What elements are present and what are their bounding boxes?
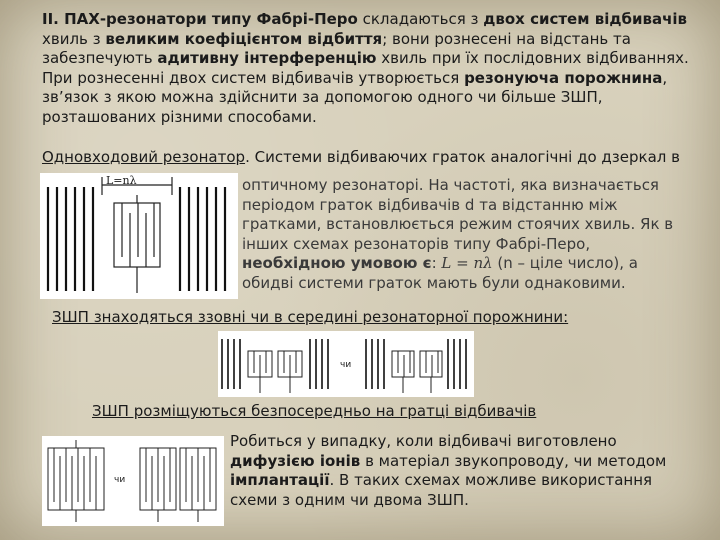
- text-fragment: складаються з: [357, 10, 484, 28]
- term-fabry-perot: ПАХ-резонатори типу Фабрі-Перо: [64, 10, 358, 28]
- text-fragment: хвиль з: [42, 29, 106, 48]
- formula-label: L=nλ: [106, 174, 137, 187]
- term-ion-diffusion: дифузією іонів: [230, 451, 361, 470]
- term-two-reflector-systems: двох систем відбивачів: [483, 10, 687, 28]
- text-fragment: :: [431, 254, 442, 272]
- text-fragment: . В таких схемах можливе використання схеми з одним чи двома ЗШП.: [230, 471, 653, 509]
- diffusion-paragraph: [230, 432, 688, 510]
- term-implantation: імплантації: [230, 471, 330, 489]
- text-fragment: в матеріал звукопроводу, чи методом: [360, 451, 667, 470]
- intro-paragraph: [42, 10, 692, 127]
- text-fragment: Робиться у випадку, коли відбивачі виготовлено: [230, 432, 617, 450]
- text-fragment: ; вони рознесені на відстань та забезпечують: [42, 29, 631, 67]
- idt-diagram: [218, 331, 474, 397]
- resonance-condition-paragraph: [242, 176, 682, 293]
- term-additive-interference: адитивну інтерференцію: [157, 49, 377, 67]
- text-fragment: , зв’язок з якою можна здійснити за допомогою одного чи більше ЗШП, розташованих різними способами.: [42, 68, 668, 126]
- text-fragment: (n – ціле число), а обидві системи граток мають були однаковими.: [242, 254, 638, 292]
- figure-idt-inside-outside: [218, 331, 474, 397]
- term-necessary-condition: необхідною умовою є: [242, 254, 432, 272]
- single-port-heading: [42, 148, 692, 168]
- idt-position-heading: ЗШП знаходяться ззовні чи в середині резонаторної порожнини:: [52, 308, 569, 326]
- single-port-title: Одновходовий резонатор: [42, 148, 246, 166]
- idt-on-grating-heading: ЗШП розміщуються безпосередньо на гратці відбивачів: [92, 402, 537, 420]
- figure-idt-on-grating: [42, 436, 224, 526]
- resonance-formula: L = nλ: [441, 254, 493, 272]
- text-fragment: . Системи відбиваючих граток аналогічні до дзеркал в: [245, 148, 680, 166]
- term-high-reflection: великим коефіцієнтом відбиття: [105, 29, 383, 48]
- grating-idt-diagram: [42, 436, 224, 526]
- grating-diagram: [40, 173, 238, 299]
- or-label: чи: [114, 475, 126, 485]
- text-fragment: оптичному резонаторі. На частоті, яка визначається періодом граток відбивачів d та відстанню між гратками, встановлюється режим стоячих хвиль. Як в інших схемах резонаторів типу Фабрі-Перо,: [242, 176, 674, 253]
- term-resonant-cavity: резонуюча порожнина: [464, 68, 663, 87]
- text-fragment: хвиль при їх послідовних відбиваннях. При рознесенні двох систем відбивачів утворюється: [42, 49, 689, 87]
- section-number: II.: [42, 10, 65, 28]
- or-label: чи: [340, 360, 352, 370]
- figure-single-port-resonator: [40, 173, 238, 299]
